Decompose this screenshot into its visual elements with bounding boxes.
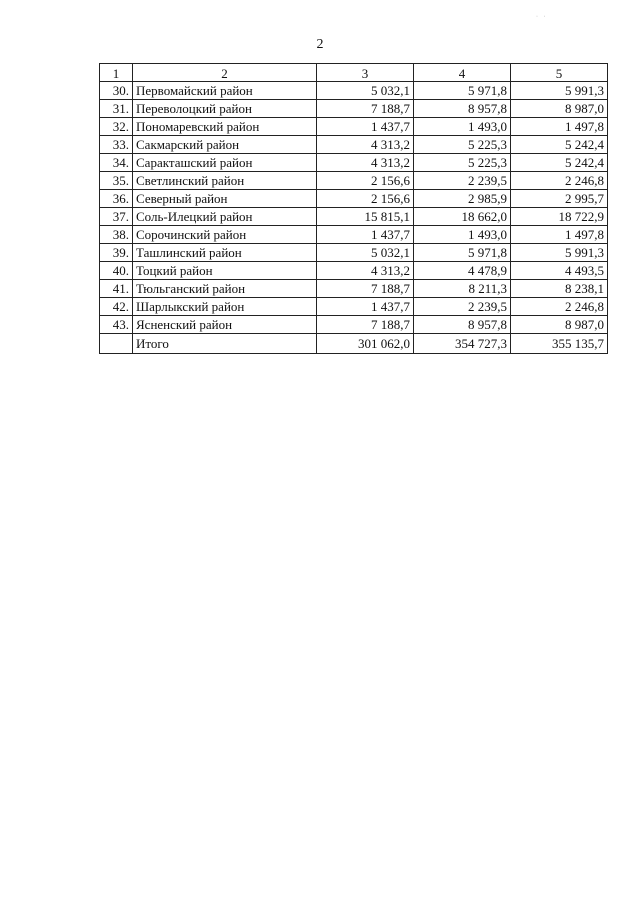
table-row <box>100 226 608 244</box>
total-num-cell <box>100 334 133 354</box>
district-name-cell: Саракташский район <box>133 154 317 172</box>
row-number-cell: 43. <box>100 316 133 334</box>
scan-speck: · · <box>536 14 548 20</box>
row-number-cell: 35. <box>100 172 133 190</box>
col5-value-cell: 2 246,8 <box>511 298 608 316</box>
col3-value-cell: 7 188,7 <box>317 280 414 298</box>
total-col5: 355 135,7 <box>511 334 608 354</box>
col5-value-cell: 8 238,1 <box>511 280 608 298</box>
column-header: 4 <box>414 64 511 82</box>
total-col4: 354 727,3 <box>414 334 511 354</box>
column-header: 3 <box>317 64 414 82</box>
column-header: 5 <box>511 64 608 82</box>
col3-value-cell: 4 313,2 <box>317 262 414 280</box>
district-name-cell: Северный район <box>133 190 317 208</box>
col3-value-cell: 2 156,6 <box>317 190 414 208</box>
row-number-cell: 36. <box>100 190 133 208</box>
district-name-cell: Соль-Илецкий район <box>133 208 317 226</box>
col4-value-cell: 18 662,0 <box>414 208 511 226</box>
col4-value-cell: 1 493,0 <box>414 118 511 136</box>
table-row <box>100 316 608 334</box>
column-header: 2 <box>133 64 317 82</box>
row-number-cell: 34. <box>100 154 133 172</box>
row-number-cell: 32. <box>100 118 133 136</box>
col3-value-cell: 4 313,2 <box>317 136 414 154</box>
row-number-cell: 33. <box>100 136 133 154</box>
col3-value-cell: 5 032,1 <box>317 244 414 262</box>
total-label: Итого <box>133 334 317 354</box>
budget-table <box>99 63 608 354</box>
col4-value-cell: 8 957,8 <box>414 316 511 334</box>
table-row <box>100 118 608 136</box>
col5-value-cell: 2 246,8 <box>511 172 608 190</box>
col4-value-cell: 5 225,3 <box>414 154 511 172</box>
row-number-cell: 38. <box>100 226 133 244</box>
col4-value-cell: 8 957,8 <box>414 100 511 118</box>
col3-value-cell: 2 156,6 <box>317 172 414 190</box>
col5-value-cell: 5 991,3 <box>511 82 608 100</box>
col5-value-cell: 18 722,9 <box>511 208 608 226</box>
table-body <box>100 82 608 334</box>
col3-value-cell: 15 815,1 <box>317 208 414 226</box>
table-row <box>100 100 608 118</box>
col3-value-cell: 7 188,7 <box>317 100 414 118</box>
total-col3: 301 062,0 <box>317 334 414 354</box>
row-number-cell: 30. <box>100 82 133 100</box>
col4-value-cell: 2 239,5 <box>414 172 511 190</box>
table-row <box>100 136 608 154</box>
col5-value-cell: 2 995,7 <box>511 190 608 208</box>
col3-value-cell: 1 437,7 <box>317 298 414 316</box>
table-row <box>100 208 608 226</box>
district-name-cell: Шарлыкский район <box>133 298 317 316</box>
row-number-cell: 41. <box>100 280 133 298</box>
district-name-cell: Ясненский район <box>133 316 317 334</box>
col4-value-cell: 4 478,9 <box>414 262 511 280</box>
table-row <box>100 280 608 298</box>
col5-value-cell: 8 987,0 <box>511 100 608 118</box>
table-row <box>100 262 608 280</box>
district-name-cell: Сорочинский район <box>133 226 317 244</box>
col3-value-cell: 1 437,7 <box>317 118 414 136</box>
col4-value-cell: 5 971,8 <box>414 82 511 100</box>
col4-value-cell: 8 211,3 <box>414 280 511 298</box>
row-number-cell: 39. <box>100 244 133 262</box>
col5-value-cell: 1 497,8 <box>511 226 608 244</box>
table-header-row <box>100 64 608 82</box>
table-row <box>100 82 608 100</box>
table-row <box>100 190 608 208</box>
table-row <box>100 172 608 190</box>
total-row <box>100 334 608 354</box>
col4-value-cell: 2 239,5 <box>414 298 511 316</box>
district-name-cell: Ташлинский район <box>133 244 317 262</box>
col3-value-cell: 7 188,7 <box>317 316 414 334</box>
district-name-cell: Первомайский район <box>133 82 317 100</box>
col4-value-cell: 2 985,9 <box>414 190 511 208</box>
row-number-cell: 40. <box>100 262 133 280</box>
table-row <box>100 244 608 262</box>
row-number-cell: 31. <box>100 100 133 118</box>
district-name-cell: Светлинский район <box>133 172 317 190</box>
table-row <box>100 298 608 316</box>
col5-value-cell: 5 991,3 <box>511 244 608 262</box>
col5-value-cell: 8 987,0 <box>511 316 608 334</box>
row-number-cell: 37. <box>100 208 133 226</box>
district-name-cell: Тюльганский район <box>133 280 317 298</box>
col4-value-cell: 5 225,3 <box>414 136 511 154</box>
col5-value-cell: 4 493,5 <box>511 262 608 280</box>
col5-value-cell: 5 242,4 <box>511 136 608 154</box>
column-header: 1 <box>100 64 133 82</box>
district-name-cell: Тоцкий район <box>133 262 317 280</box>
page-number: 2 <box>316 37 324 52</box>
col4-value-cell: 1 493,0 <box>414 226 511 244</box>
col4-value-cell: 5 971,8 <box>414 244 511 262</box>
col5-value-cell: 1 497,8 <box>511 118 608 136</box>
col5-value-cell: 5 242,4 <box>511 154 608 172</box>
table-row <box>100 154 608 172</box>
district-name-cell: Сакмарский район <box>133 136 317 154</box>
row-number-cell: 42. <box>100 298 133 316</box>
col3-value-cell: 5 032,1 <box>317 82 414 100</box>
district-name-cell: Пономаревский район <box>133 118 317 136</box>
col3-value-cell: 1 437,7 <box>317 226 414 244</box>
district-name-cell: Переволоцкий район <box>133 100 317 118</box>
col3-value-cell: 4 313,2 <box>317 154 414 172</box>
